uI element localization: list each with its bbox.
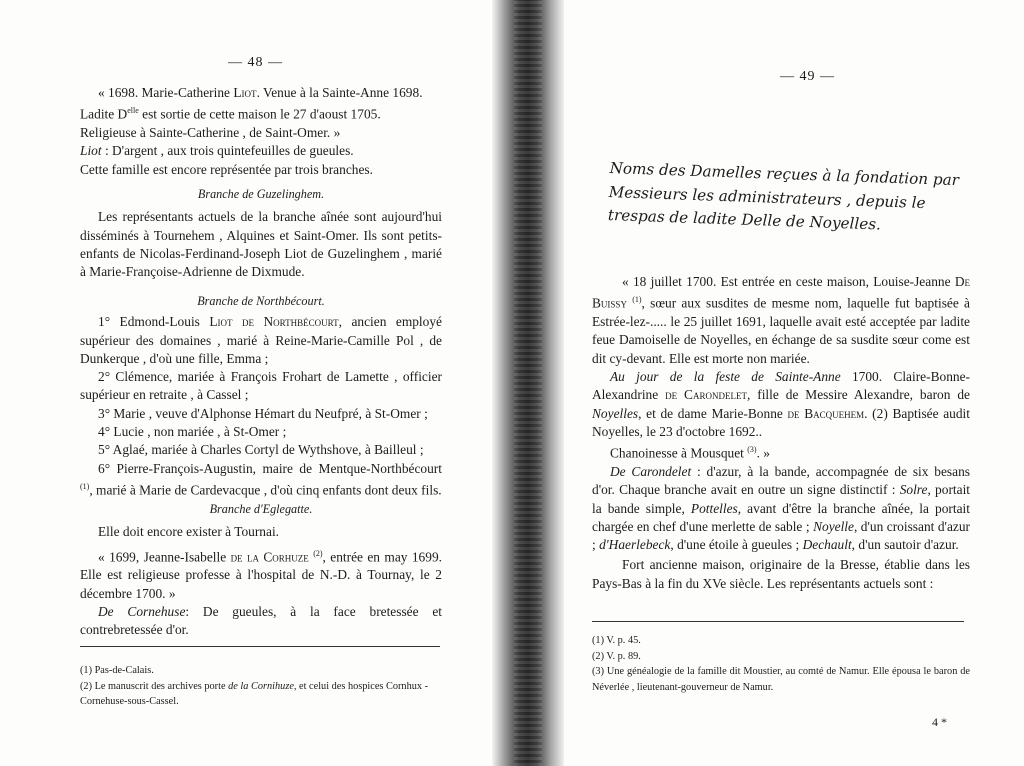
quote-1698: « 1698. Marie-Catherine Liot. Venue à la Sainte-Anne 1698. Ladite $D^{elle}$ est sortie de cette maison le 27 d'aoust 1705. Religieuse à Sainte-Catherine , de Saint-Omer. » [80,85,423,141]
chanoinesse: Chanoinesse à Mousquet $^{(3)}$. » [610,445,770,461]
footnote-1: (1) Pas-de-Calais. [80,665,154,676]
list-item: 5° Aglaé, mariée à Charles Cortyl de Wythshove, à Bailleul ; [98,442,424,458]
entry-1700-july: « 18 juillet 1700. Est entrée en ceste maison, Louise-Jeanne De Buissy $^{(1)}$, sœur aux susdites de mesme nom, laquelle fut baptisée à Estrée-lez-..... le 25 juillet 1691, laquelle avait esté acceptée par ladite feue Damoiselle de Noyelles, en échange de sa susdite sœur come est dit cy-devant. Elle est morte non mariée. [592,274,970,366]
script-heading: Noms des Damelles reçues à la fondation par Messieurs les administrateurs , depuis le trespas de ladite Delle de Noyelles. [607,158,960,234]
page-number-49: — 49 — [780,69,835,84]
left-body-top [80,84,442,179]
left-footnotes [80,663,442,710]
signature-mark: 4 * [932,715,947,729]
branch-guzelinghem [80,185,442,281]
book-gutter [492,0,564,766]
entry-sainte-anne: Au jour de la feste de Sainte-Anne 1700. Claire-Bonne-Alexandrine de Carondelet, fille de Messire Alexandre, baron de Noyelles, et de dame Marie-Bonne de Bacquehem. (2) Baptisée audit Noyelles, le 23 d'octobre 1692.. [592,368,971,439]
footnote-2: (2) Le manuscrit des archives porte de la Cornihuze, et celui des hospices Cornhux - Cornehuse-sous-Cassel. [80,680,429,707]
branch-title: Branche de Guzelinghem. [197,187,325,201]
family-note: Cette famille est encore représentée par trois branches. [80,161,373,177]
right-footnotes [592,633,970,695]
list-item: 1° Edmond-Louis Liot de Northbécourt, ancien employé supérieur des domaines , marié à Reine-Marie-Camille Pol , de Dunkerque , d'où une fille, Emma ; [80,314,442,366]
left-page [80,0,442,766]
cornehuse-arms: De Cornehuse: De gueules, à la face bretessée et contrebretessée d'or. [80,603,442,638]
footnote-1: (1) V. p. 45. [592,635,641,646]
liot-arms: Liot : D'argent , aux trois quintefeuilles de gueules. [80,143,354,159]
right-body [592,273,970,593]
quote-1699: « 1699, Jeanne-Isabelle de la Corhuze $^{(2)}$, entrée en may 1699. Elle est religieuse professe à l'hospital de N.-D. à Tournay, le 2 décembre 1700. » [80,548,442,601]
list-item: 6° Pierre-François-Augustin, maire de Mentque-Northbécourt $^{(1)}$, marié à Marie de Cardevacque , d'où cinq enfants dont deux fils. [80,460,442,498]
branch-text: Les représentants actuels de la branche aînée sont aujourd'hui disséminés à Tournehem , Alquines et Saint-Omer. Ils sont petits-enfants de Nicolas-Ferdinand-Joseph Liot de Guzelinghem , marié à Marie-Françoise-Adrienne de Dixmude. [80,209,442,280]
footnote-rule [592,621,964,622]
branch-eglegatte [80,500,442,640]
branch-text: Elle doit encore exister à Tournai. [98,524,280,540]
footnote-2: (2) V. p. 89. [592,650,641,662]
footnote-3: (3) Une généalogie de la famille dit Moustier, au comté de Namur. Elle épousa le baron de Néverlée , lieutenant-gouverneur de Namur. [592,666,970,693]
carondelet-arms: De Carondelet : d'azur, à la bande, accompagnée de six besans d'or. Chaque branche avait en outre un signe distinctif : Solre, portait la bande simple, Pottelles, avant d'être la branche aînée, la portait chargée en chef d'une merlette de sable ; Noyelle, d'un croissant d'azur ; d'Haerlebeck, d'une étoile à gueules ; Dechault, d'un sautoir d'azur. [592,463,971,553]
page-number-48: — 48 — [228,55,283,70]
bresse-paragraph: Fort ancienne maison, originaire de la Bresse, établie dans les Pays-Bas à la fin du XVe siècle. Les représentants actuels sont : [592,557,970,591]
list-item: 4° Lucie , non mariée , à St-Omer ; [98,424,287,440]
branch-title: Branche d'Eglegatte. [209,502,313,516]
branch-northbecourt [80,292,442,500]
branch-title: Branche de Northbécourt. [197,294,325,308]
footnote-rule [80,646,440,647]
list-item: 2° Clémence, mariée à François Frohart de Lamette , officier supérieur en retraite , à Cassel ; [80,369,442,403]
list-item: 3° Marie , veuve d'Alphonse Hémart du Neufpré, à St-Omer ; [98,405,428,421]
right-page [592,0,970,766]
